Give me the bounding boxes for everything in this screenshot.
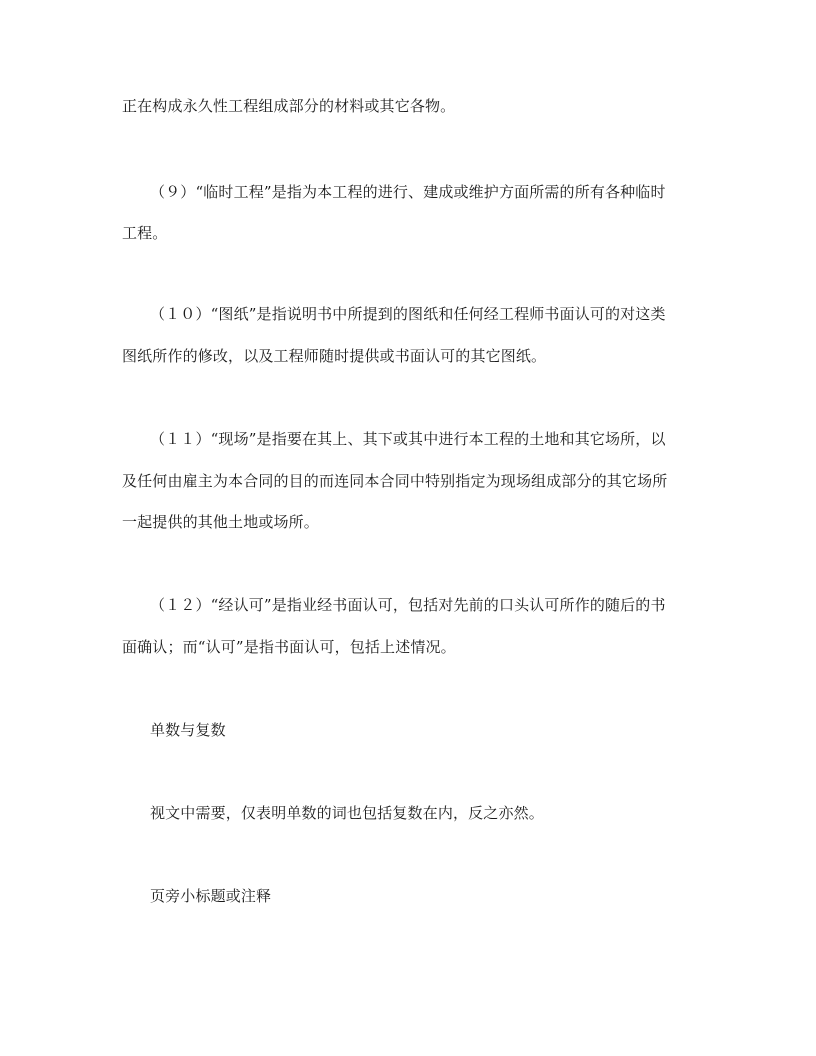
clause-11-line-2: 及任何由雇主为本合同的目的而连同本合同中特别指定为现场组成部分的其它场所 — [122, 472, 668, 490]
singular-plural-text: 视文中需要，仅表明单数的词也包括复数在内，反之亦然。 — [150, 804, 544, 822]
paragraph-line: 正在构成永久性工程组成部分的材料或其它各物。 — [122, 97, 456, 115]
clause-10-line-1: （１０）“图纸”是指说明书中所提到的图纸和任何经工程师书面认可的对这类 — [150, 305, 666, 323]
clause-10-line-2: 图纸所作的修改，以及工程师随时提供或书面认可的其它图纸。 — [122, 347, 547, 365]
clause-12-line-2: 面确认；而“认可”是指书面认可，包括上述情况。 — [122, 638, 456, 656]
clause-9-line-1: （９）“临时工程”是指为本工程的进行、建成或维护方面所需的所有各种临时 — [150, 183, 666, 201]
clause-11-line-3: 一起提供的其他土地或场所。 — [122, 513, 319, 531]
clause-12-line-1: （１２）“经认可”是指业经书面认可，包括对先前的口头认可所作的随后的书 — [150, 596, 666, 614]
section-heading-singular-plural: 单数与复数 — [150, 721, 226, 739]
section-heading-marginal-notes: 页旁小标题或注释 — [150, 887, 272, 905]
clause-9-line-2: 工程。 — [122, 224, 168, 242]
clause-11-line-1: （１１）“现场”是指要在其上、其下或其中进行本工程的土地和其它场所，以 — [150, 430, 666, 448]
